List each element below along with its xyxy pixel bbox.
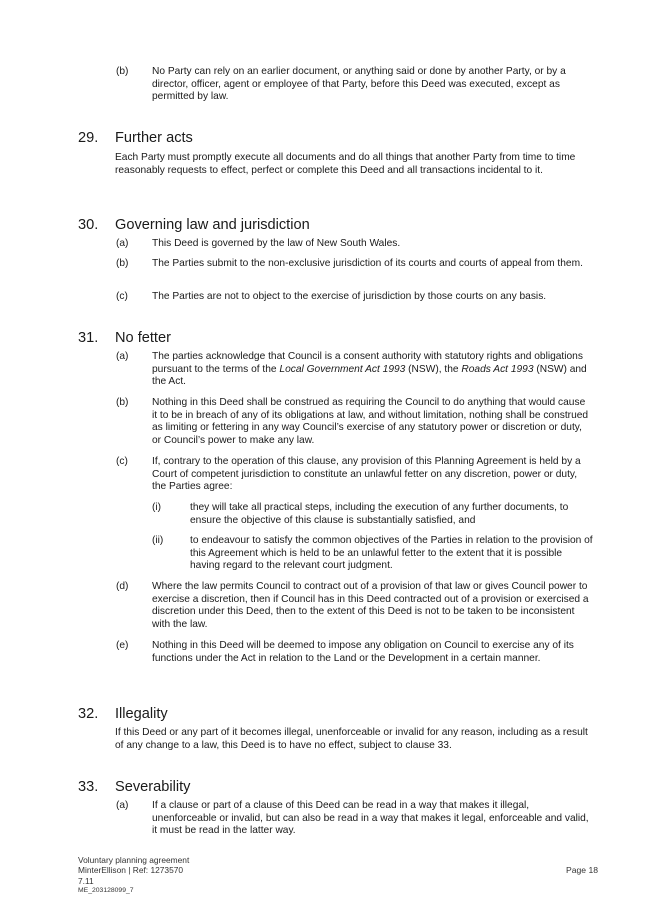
subclause-label: (b) [116, 66, 129, 77]
clause-number: 33. [78, 779, 99, 795]
clause-title: Governing law and jurisdiction [115, 217, 310, 233]
text-run: Nothing in this Deed shall be construed as requiring the Council to do anything that would cause it to be in breach of any of its obligations at law, and without limitation, nothing shall be construed as limiting or fettering in any way Council’s exercise of any statutory power or discretion or duty, or Council’s power to make any law. [152, 397, 589, 446]
text-run: The parties acknowledge that Council is a consent authority with statutory rights and obligations pursuant to the terms of the [152, 351, 583, 375]
footer-version: 7.11 [78, 875, 94, 886]
subclause-text [152, 66, 592, 104]
act-title: Roads Act 1993 [461, 363, 534, 375]
subclause-label: (e) [116, 640, 129, 651]
subclause-text [190, 502, 594, 527]
text-run: The Parties submit to the non-exclusive jurisdiction of its courts and courts of appeal from them. [152, 258, 583, 269]
text-run: No Party can rely on an earlier document, or anything said or done by another Party, or by a director, officer, agent or employee of that Party, before this Deed was executed, except as permitted by law. [152, 66, 566, 103]
text-run: Nothing in this Deed will be deemed to impose any obligation on Council to exercise any of its functions under the Act in relation to the Land or the Development in a certain manner. [152, 640, 574, 664]
subclause-text [152, 640, 592, 665]
text-run: This Deed is governed by the law of New South Wales. [152, 238, 401, 249]
subclause-label: (d) [116, 581, 129, 592]
subclause-text [152, 397, 592, 447]
clause-number: 29. [78, 130, 99, 146]
clause-paragraph [115, 727, 591, 752]
subclause-text [190, 535, 594, 573]
subclause-label: (i) [152, 502, 162, 513]
subclause-text [152, 238, 592, 251]
subclause-text [152, 291, 592, 304]
text-run: (NSW) and the Act. [152, 363, 587, 388]
subclause-label: (a) [116, 351, 129, 362]
text-run: Each Party must promptly execute all documents and do all things that another Party from time to time reasonably requests to effect, perfect or complete this Deed and all transactions incidental to it. [115, 152, 576, 176]
page-footer [78, 855, 189, 895]
text-run: (NSW), the [405, 363, 462, 375]
subclause-label: (a) [116, 238, 129, 249]
footer-doc-id: ME_203128099_7 [78, 887, 134, 895]
act-title: Local Government Act 1993 [279, 363, 406, 375]
text-run: If, contrary to the operation of this clause, any provision of this Planning Agreement is held by a Court of competent jurisdiction to constitute an unlawful fetter on any discretion, power or duty, the Parties agree: [152, 456, 581, 493]
text-run: The Parties are not to object to the exercise of jurisdiction by those courts on any basis. [152, 291, 547, 302]
subclause-text [152, 351, 592, 389]
clause-number: 30. [78, 217, 99, 233]
clause-title: Illegality [115, 706, 168, 722]
clause-number: 32. [78, 706, 99, 722]
subclause-text [152, 800, 592, 838]
subclause-label: (b) [116, 258, 129, 269]
clause-number: 31. [78, 330, 99, 346]
clause-paragraph [115, 152, 591, 177]
clause-title: No fetter [115, 330, 171, 346]
subclause-label: (ii) [152, 535, 164, 546]
subclause-text [152, 456, 592, 494]
text-run: If a clause or part of a clause of this Deed can be read in a way that makes it illegal, unenforceable or invalid, but can also be read in a way that makes it legal, enforceable and valid, it must be read in the latter way. [152, 800, 589, 837]
clause-title: Further acts [115, 130, 193, 146]
text-run: If this Deed or any part of it becomes illegal, unenforceable or invalid for any reason, including as a result of any change to a law, this Deed is to have no effect, subject to clause 33. [115, 727, 588, 751]
subclause-label: (c) [116, 291, 128, 302]
subclause-label: (b) [116, 397, 129, 408]
subclause-label: (a) [116, 800, 129, 811]
text-run: to endeavour to satisfy the common objectives of the Parties in relation to the provision of this Agreement which is held to be an unlawful fetter to the extent that it is possible having regard to the relevant court judgment. [190, 535, 593, 572]
text-run: they will take all practical steps, including the execution of any further documents, to ensure the objective of this clause is substantially satisfied, and [190, 502, 569, 526]
subclause-text [152, 581, 592, 631]
clause-title: Severability [115, 779, 191, 795]
footer-reference: MinterEllison | Ref: 1273570 [78, 865, 184, 876]
page-number: Page 18 [566, 865, 599, 875]
footer-doc-title: Voluntary planning agreement [78, 855, 190, 865]
subclause-text [152, 258, 592, 271]
text-run: Where the law permits Council to contract out of a provision of that law or gives Council power to exercise a discretion, then if Council has in this Deed contracted out of a provision or exercised a discretion under this Deed, then to the extent of this Deed is not to be taken to be inconsistent with the law. [152, 581, 589, 630]
subclause-label: (c) [116, 456, 128, 467]
